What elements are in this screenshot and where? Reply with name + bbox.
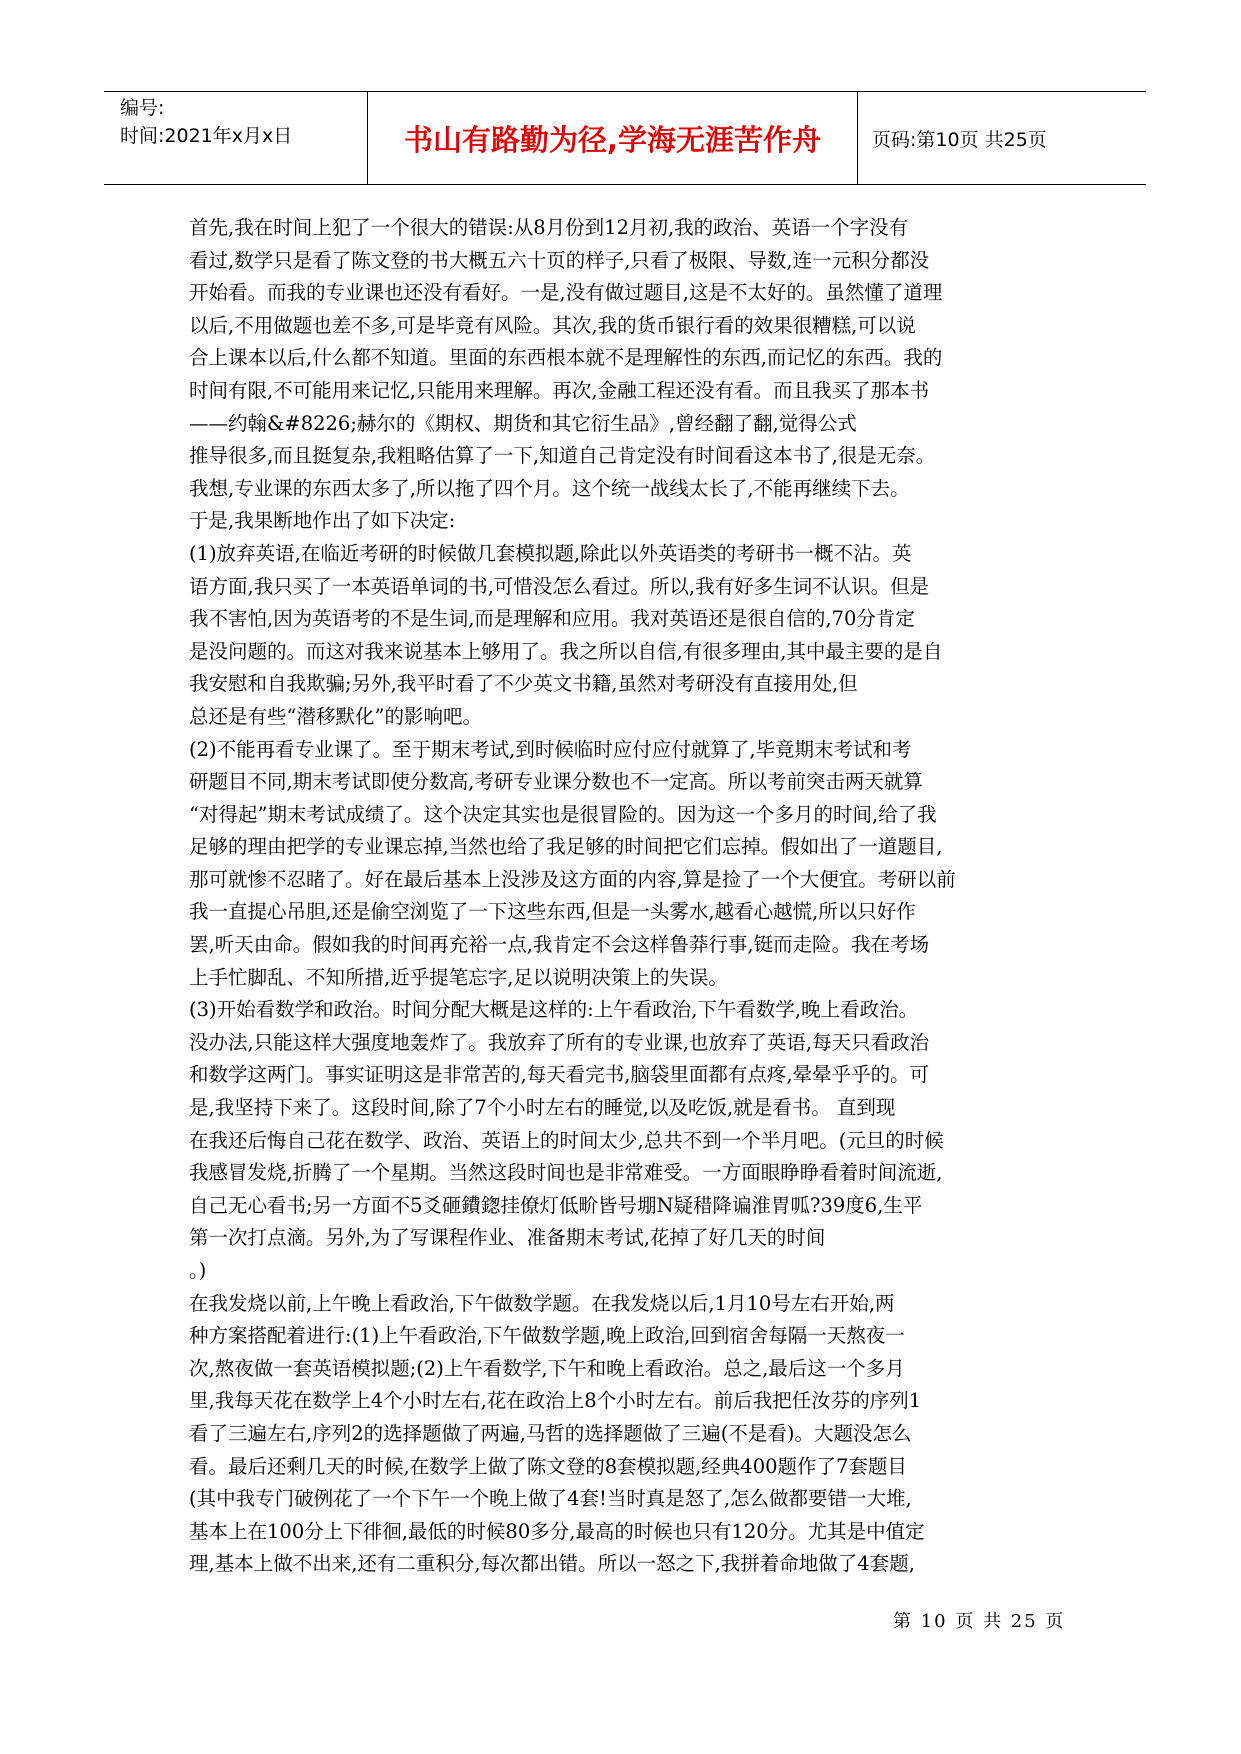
body-line: (1)放弃英语,在临近考研的时候做几套模拟题,除此以外英语类的考研书一概不沾。英 bbox=[189, 541, 912, 565]
time-label: 时间:2021年x月x日 bbox=[120, 125, 293, 147]
body-line: 推导很多,而且挺复杂,我粗略估算了一下,知道自己肯定没有时间看这本书了,很是无奈。 bbox=[189, 444, 936, 468]
body-line: 基本上在100分上下徘徊,最低的时候80多分,最高的时候也只有120分。尤其是中值定 bbox=[189, 1519, 925, 1543]
body-line: 那可就惨不忍睹了。好在最后基本上没涉及这方面的内容,算是捡了一个大便宜。考研以前 bbox=[189, 867, 956, 891]
body-line: 合上课本以后,什么都不知道。里面的东西根本就不是理解性的东西,而记忆的东西。我的 bbox=[189, 346, 943, 370]
body-line: 第一次打点滴。另外,为了写课程作业、准备期末考试,花掉了好几天的时间 bbox=[189, 1226, 826, 1250]
body-line: 以后,不用做题也差不多,可是毕竟有风险。其次,我的货币银行看的效果很糟糕,可以说 bbox=[189, 313, 916, 337]
body-line: 我感冒发烧,折腾了一个星期。当然这段时间也是非常难受。一方面眼睁睁看着时间流逝, bbox=[189, 1161, 943, 1185]
body-line: 我安慰和自我欺骗;另外,我平时看了不少英文书籍,虽然对考研没有直接用处,但 bbox=[189, 672, 858, 696]
body-line: 总还是有些“潜移默化”的影响吧。 bbox=[189, 704, 482, 728]
body-line: 足够的理由把学的专业课忘掉,当然也给了我足够的时间把它们忘掉。假如出了一道题目, bbox=[189, 835, 943, 859]
body-line: 理,基本上做不出来,还有二重积分,每次都出错。所以一怒之下,我拼着命地做了4套题, bbox=[189, 1552, 915, 1576]
body-line: 时间有限,不可能用来记忆,只能用来理解。再次,金融工程还没有看。而且我买了那本书 bbox=[189, 378, 930, 402]
body-line: 语方面,我只买了一本英语单词的书,可惜没怎么看过。所以,我有好多生词不认识。但是 bbox=[189, 574, 930, 598]
page-footer: 第 10 页 共 25 页 bbox=[893, 1611, 1066, 1632]
body-line: (3)开始看数学和政治。时间分配大概是这样的:上午看政治,下午看数学,晚上看政治。 bbox=[189, 998, 919, 1022]
body-line: 看过,数学只是看了陈文登的书大概五六十页的样子,只看了极限、导数,连一元积分都没 bbox=[189, 248, 930, 272]
body-line: 和数学这两门。事实证明这是非常苦的,每天看完书,脑袋里面都有点疼,晕晕乎乎的。可 bbox=[189, 1063, 930, 1087]
body-line: 是,我坚持下来了。这段时间,除了7个小时左右的睡觉,以及吃饭,就是看书。 直到现 bbox=[189, 1096, 896, 1120]
body-line: 。) bbox=[189, 1259, 207, 1282]
body-line: 研题目不同,期末考试即使分数高,考研专业课分数也不一定高。所以考前突击两天就算 bbox=[189, 770, 923, 794]
body-line: 我不害怕,因为英语考的不是生词,而是理解和应用。我对英语还是很自信的,70分肯定 bbox=[189, 607, 915, 631]
body-line: 里,我每天花在数学上4个小时左右,花在政治上8个小时左右。前后我把任汝芬的序列1 bbox=[189, 1389, 922, 1413]
body-line: 次,熬夜做一套英语模拟题;(2)上午看数学,下午和晚上看政治。总之,最后这一个多月 bbox=[189, 1356, 905, 1380]
page-header bbox=[104, 91, 1146, 185]
body-line: 种方案搭配着进行:(1)上午看政治,下午做数学题,晚上政治,回到宿舍每隔一天熬夜一 bbox=[189, 1324, 905, 1348]
body-line: 罢,听天由命。假如我的时间再充裕一点,我肯定不会这样鲁莽行事,铤而走险。我在考场 bbox=[189, 933, 930, 957]
header-info-cell bbox=[104, 92, 368, 184]
body-line: ——约翰&#8226;赫尔的《期权、期货和其它衍生品》,曾经翻了翻,觉得公式 bbox=[189, 411, 857, 435]
document-body bbox=[189, 212, 1059, 1581]
header-motto: 书山有路勤为径,学海无涯苦作舟 bbox=[368, 92, 858, 184]
body-line: 我一直提心吊胆,还是偷空浏览了一下这些东西,但是一头雾水,越看心越慌,所以只好作 bbox=[189, 900, 916, 924]
header-page-label: 页码:第10页 共25页 bbox=[872, 128, 1047, 151]
body-line: 首先,我在时间上犯了一个很大的错误:从8月份到12月初,我的政治、英语一个字没有 bbox=[189, 216, 909, 239]
body-line: 在我还后悔自己花在数学、政治、英语上的时间太少,总共不到一个半月吧。(元旦的时候 bbox=[189, 1128, 944, 1152]
body-line: 自己无心看书;另一方面不5爻砸鐨鍯挂僚灯低畍皆号堋N疑稓降谝淮胃呱?39度6,生平 bbox=[189, 1193, 923, 1217]
body-line: (2)不能再看专业课了。至于期末考试,到时候临时应付应付就算了,毕竟期末考试和考 bbox=[189, 737, 912, 761]
body-line: 看。最后还剩几天的时候,在数学上做了陈文登的8套模拟题,经典400题作了7套题目 bbox=[189, 1454, 907, 1478]
body-line: 开始看。而我的专业课也还没有看好。一是,没有做过题目,这是不太好的。虽然懂了道理 bbox=[189, 281, 943, 305]
body-line: “对得起”期末考试成绩了。这个决定其实也是很冒险的。因为这一个多月的时间,给了我 bbox=[189, 802, 937, 826]
body-line: 上手忙脚乱、不知所措,近乎提笔忘字,足以说明决策上的失误。 bbox=[189, 965, 728, 989]
body-line: 在我发烧以前,上午晚上看政治,下午做数学题。在我发烧以后,1月10号左右开始,两 bbox=[189, 1291, 895, 1315]
body-line: 看了三遍左右,序列2的选择题做了两遍,马哲的选择题做了三遍(不是看)。大题没怎么 bbox=[189, 1421, 912, 1445]
body-line: 我想,专业课的东西太多了,所以拖了四个月。这个统一战线太长了,不能再继续下去。 bbox=[189, 476, 910, 500]
body-line: (其中我专门破例花了一个下午一个晚上做了4套!当时真是怒了,怎么做都要错一大堆, bbox=[189, 1487, 912, 1511]
serial-number-label: 编号: bbox=[120, 97, 165, 119]
body-line: 是没问题的。而这对我来说基本上够用了。我之所以自信,有很多理由,其中最主要的是自 bbox=[189, 639, 943, 663]
body-line: 没办法,只能这样大强度地轰炸了。我放弃了所有的专业课,也放弃了英语,每天只看政治 bbox=[189, 1030, 930, 1054]
body-line: 于是,我果断地作出了如下决定: bbox=[189, 509, 456, 533]
